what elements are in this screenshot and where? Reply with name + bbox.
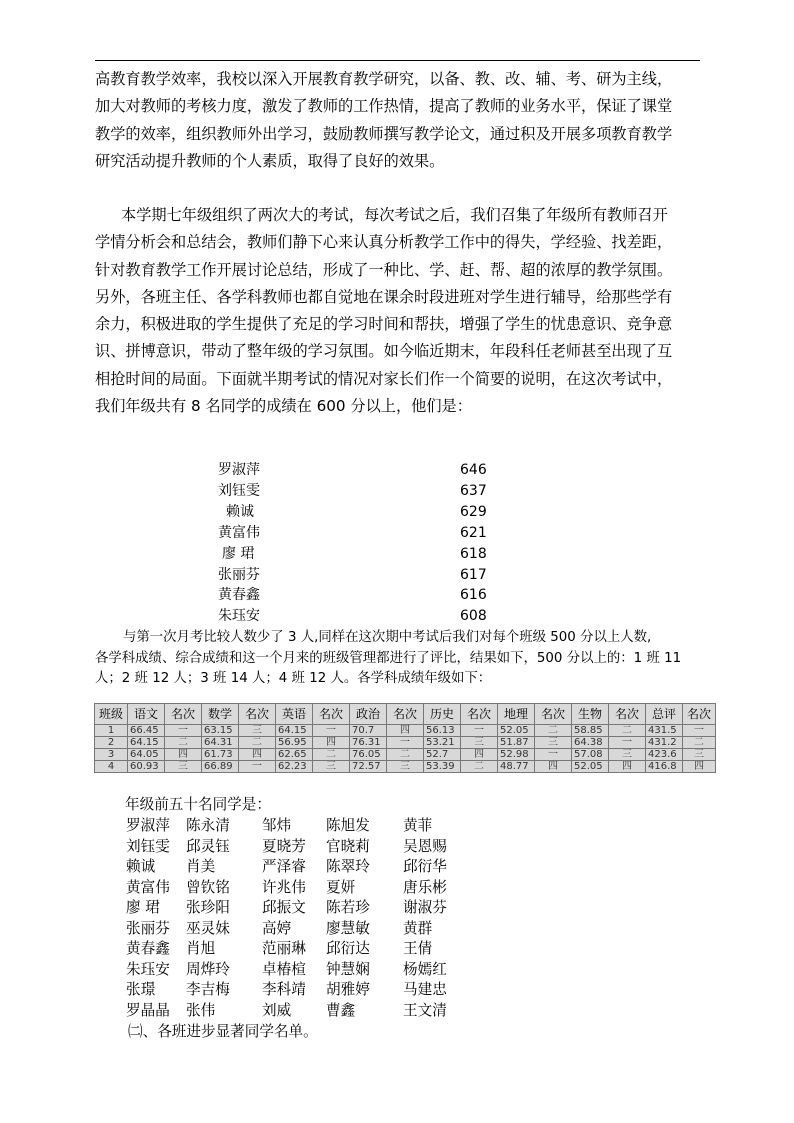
table-cell: 四 [609, 761, 646, 773]
top50-row [126, 898, 526, 919]
student-score: 608 [460, 608, 487, 625]
table-row [95, 737, 716, 749]
top50-name: 陈旭发 [326, 817, 370, 834]
table-cell: 64.15 [128, 737, 165, 749]
top50-name: 高婷 [262, 919, 292, 937]
table-cell: 3 [95, 749, 128, 761]
table-cell: 三 [313, 761, 350, 773]
top50-name: 严泽睿 [262, 858, 306, 875]
table-cell: 2 [95, 737, 128, 749]
top50-name: 巫灵妹 [186, 919, 230, 937]
table-cell: 66.89 [202, 761, 239, 773]
student-name: 黄富伟 [218, 524, 260, 541]
table-cell: 62.23 [276, 761, 313, 773]
top50-name: 王文清 [403, 1001, 447, 1019]
top50-name: 周烨玲 [186, 960, 230, 978]
table-cell: 64.31 [202, 737, 239, 749]
top50-name: 朱珏安 [126, 960, 170, 978]
text-line: 学情分析会和总结会，教师们静下心来认真分析教学工作中的得失，学经验、找差距， [95, 233, 673, 252]
table-cell: 72.57 [350, 761, 387, 773]
top50-name: 肖旭 [186, 940, 216, 957]
table-header-cell: 名次 [609, 704, 646, 725]
student-name: 张丽芬 [218, 566, 260, 583]
table-cell: 一 [387, 737, 424, 749]
table-cell: 一 [609, 737, 646, 749]
text-line: 各学科成绩、综合成绩和这一个月来的班级管理都进行了评比，结果如下，500 分以上的：1 班 11 [95, 650, 682, 666]
table-header-cell: 数学 [202, 704, 239, 725]
table-cell: 一 [535, 749, 572, 761]
top50-name: 黄菲 [403, 817, 433, 834]
table-header-cell: 名次 [461, 704, 498, 725]
top50-name: 唐乐彬 [403, 878, 447, 896]
top50-row [126, 960, 526, 981]
table-cell: 四 [239, 749, 276, 761]
student-name: 廖 珺 [222, 545, 255, 562]
table-header-cell: 地理 [498, 704, 535, 725]
table-header-cell: 政治 [350, 704, 387, 725]
table-cell: 二 [239, 737, 276, 749]
text-line: 相抢时间的局面。下面就半期考试的情况对家长们作一个简要的说明，在这次考试中， [95, 369, 673, 388]
top50-name: 张珍阳 [186, 899, 230, 916]
top50-name: 马建忠 [403, 981, 447, 998]
table-cell: 三 [535, 737, 572, 749]
table-cell: 4 [95, 761, 128, 773]
top50-name: 罗晶晶 [126, 1001, 170, 1019]
table-header-cell: 名次 [165, 704, 202, 725]
table-cell: 51.87 [498, 737, 535, 749]
table-cell: 64.05 [128, 749, 165, 761]
student-score: 621 [460, 524, 487, 541]
top50-name: 杨嫣红 [403, 960, 447, 978]
table-header-cell: 名次 [387, 704, 424, 725]
top50-name: 王倩 [403, 940, 433, 957]
paragraph-class-comparison [95, 628, 715, 690]
table-cell: 三 [683, 749, 716, 761]
table-header-cell: 总评 [646, 704, 683, 725]
top50-name: 张璟 [126, 981, 156, 998]
table-cell: 四 [313, 737, 350, 749]
table-cell: 三 [165, 761, 202, 773]
paragraph-exam-analysis [95, 202, 705, 420]
top50-name: 许兆伟 [262, 878, 306, 896]
top50-name: 邱衍华 [403, 858, 447, 875]
table-header-cell: 名次 [535, 704, 572, 725]
text-line: 研究活动提升教师的个人素质，取得了良好的效果。 [95, 151, 445, 170]
top50-name: 刘钰雯 [126, 837, 170, 855]
top50-name: 邱振文 [262, 899, 306, 916]
top50-name: 范丽琳 [262, 940, 306, 957]
top50-name: 卓椿楦 [262, 960, 306, 978]
top50-name: 李科靖 [262, 981, 306, 998]
table-cell: 64.15 [276, 725, 313, 737]
table-cell: 57.08 [572, 749, 609, 761]
top50-name: 李吉梅 [186, 981, 230, 998]
student-score: 629 [460, 503, 487, 520]
top50-name: 官晓莉 [326, 837, 370, 855]
table-header-cell: 历史 [424, 704, 461, 725]
table-header-cell: 班级 [95, 704, 128, 725]
section-heading: ㈡、各班进步显著同学名单。 [128, 1023, 318, 1040]
top50-name: 谢淑芬 [403, 899, 447, 916]
text-line: 针对教育教学工作开展讨论总结，形成了一种比、学、赶、帮、超的浓厚的教学氛围。 [95, 260, 673, 279]
table-cell: 一 [239, 761, 276, 773]
top50-name: 曾钦铭 [186, 878, 230, 896]
top50-name: 罗淑萍 [126, 817, 170, 834]
table-cell: 52.05 [498, 725, 535, 737]
top50-row [126, 919, 526, 940]
header-rule [95, 60, 700, 61]
table-header-cell: 生物 [572, 704, 609, 725]
student-score: 618 [460, 545, 487, 562]
text-line: 教学的效率，组织教师外出学习，鼓励教师撰写教学论文，通过积及开展多项教育教学 [95, 124, 673, 143]
top50-name: 陈翠玲 [326, 858, 370, 875]
top50-name: 廖慧敏 [326, 919, 370, 937]
top50-name: 张丽芬 [126, 919, 170, 937]
table-header-cell: 名次 [239, 704, 276, 725]
student-name: 赖诚 [226, 503, 254, 520]
score-row [0, 585, 794, 606]
text-line: 我们年级共有 8 名同学的成绩在 600 分以上，他们是： [95, 397, 472, 416]
table-header-cell: 语文 [128, 704, 165, 725]
table-cell: 一 [313, 725, 350, 737]
top50-row [126, 857, 526, 878]
top50-name: 黄富伟 [126, 878, 170, 896]
score-row [0, 606, 794, 627]
top50-name: 邱灵钰 [186, 837, 230, 855]
student-name: 罗淑萍 [218, 462, 260, 478]
top50-name: 夏妍 [326, 878, 356, 896]
top50-name: 吴恩赐 [403, 837, 447, 855]
table-cell: 64.38 [572, 737, 609, 749]
top50-title: 年级前五十名同学是： [125, 796, 271, 813]
table-cell: 423.6 [646, 749, 683, 761]
top50-row [126, 816, 526, 837]
top50-row [126, 980, 526, 1001]
top50-name: 黄群 [403, 919, 433, 937]
table-row [95, 725, 716, 737]
student-score: 646 [460, 462, 487, 478]
table-cell: 48.77 [498, 761, 535, 773]
table-cell: 56.13 [424, 725, 461, 737]
table-cell: 63.15 [202, 725, 239, 737]
score-row [0, 502, 794, 523]
table-cell: 70.7 [350, 725, 387, 737]
top50-row [126, 1001, 526, 1022]
top50-name: 黄春鑫 [126, 940, 170, 957]
student-name: 黄春鑫 [218, 587, 260, 604]
top50-row [126, 878, 526, 899]
subject-score-table [94, 703, 716, 773]
table-cell: 一 [165, 725, 202, 737]
top50-name: 胡雅婷 [326, 981, 370, 998]
table-cell: 52.05 [572, 761, 609, 773]
table-cell: 66.45 [128, 725, 165, 737]
table-cell: 二 [165, 737, 202, 749]
table-cell: 58.85 [572, 725, 609, 737]
score-row [0, 460, 794, 481]
table-cell: 四 [683, 761, 716, 773]
top50-name: 张伟 [186, 1001, 216, 1019]
table-header-cell: 英语 [276, 704, 313, 725]
score-row [0, 544, 794, 565]
table-cell: 431.2 [646, 737, 683, 749]
top50-name: 陈若珍 [326, 899, 370, 916]
text-line: 高教育教学效率，我校以深入开展教育教学研究，以备、教、改、辅、考、研为主线， [95, 70, 673, 88]
text-line: 人；2 班 12 人；3 班 14 人；4 班 12 人。各学科成绩年级如下： [95, 671, 492, 686]
table-cell: 三 [387, 761, 424, 773]
text-line: 本学期七年级组织了两次大的考试，每次考试之后，我们召集了年级所有教师召开 [121, 206, 668, 224]
text-line: 与第一次月考比较人数少了 3 人,同样在这次期中考试后我们对每个班级 500 分以上人数, [123, 630, 652, 645]
text-line: 余力，积极进取的学生提供了充足的学习时间和帮扶，增强了学生的忧患意识、竞争意 [95, 315, 673, 334]
table-header-cell: 名次 [313, 704, 350, 725]
table-cell: 53.21 [424, 737, 461, 749]
text-line: 另外，各班主任、各学科教师也都自觉地在课余时段进班对学生进行辅导，给那些学有 [95, 287, 673, 306]
table-header-cell: 名次 [683, 704, 716, 725]
table-cell: 431.5 [646, 725, 683, 737]
text-line: 识、拼博意识，带动了整年级的学习氛围。如今临近期末，年段科任老师甚至出现了互 [95, 342, 673, 361]
student-score: 637 [460, 482, 487, 499]
table-header-row [95, 704, 716, 725]
table-cell: 76.31 [350, 737, 387, 749]
score-row [0, 523, 794, 544]
table-cell: 三 [239, 725, 276, 737]
student-name: 朱珏安 [218, 608, 260, 625]
table-cell: 二 [535, 725, 572, 737]
table-cell: 416.8 [646, 761, 683, 773]
table-cell: 60.93 [128, 761, 165, 773]
table-cell: 三 [609, 749, 646, 761]
student-score: 617 [460, 566, 487, 583]
table-cell: 四 [461, 749, 498, 761]
student-name: 刘钰雯 [218, 482, 260, 499]
table-cell: 四 [535, 761, 572, 773]
top50-name: 赖诚 [126, 858, 156, 875]
table-cell: 一 [461, 725, 498, 737]
table-row [95, 749, 716, 761]
table-cell: 53.39 [424, 761, 461, 773]
table-row [95, 761, 716, 773]
top50-row [126, 837, 526, 858]
table-cell: 52.7 [424, 749, 461, 761]
top50-name: 刘威 [262, 1001, 292, 1019]
table-cell: 二 [609, 725, 646, 737]
top50-name: 邹炜 [262, 817, 292, 834]
score-row [0, 565, 794, 586]
top50-name: 陈永清 [186, 817, 230, 834]
text-line: 加大对教师的考核力度，激发了教师的工作热情，提高了教师的业务水平，保证了课堂 [95, 97, 673, 116]
paragraph-teaching-efficiency [95, 66, 705, 175]
table-cell: 61.73 [202, 749, 239, 761]
table-cell: 三 [461, 737, 498, 749]
student-score: 616 [460, 587, 487, 604]
table-cell: 二 [683, 737, 716, 749]
top50-name: 钟慧娴 [326, 960, 370, 978]
table-cell: 62.65 [276, 749, 313, 761]
top50-row [126, 939, 526, 960]
table-cell: 二 [461, 761, 498, 773]
top50-name: 夏晓芳 [262, 837, 306, 855]
top50-name: 邱衍达 [326, 940, 370, 957]
table-cell: 52.98 [498, 749, 535, 761]
table-cell: 76.05 [350, 749, 387, 761]
top50-name: 廖 珺 [126, 899, 160, 916]
table-cell: 56.95 [276, 737, 313, 749]
table-cell: 一 [683, 725, 716, 737]
top50-name: 曹鑫 [326, 1001, 356, 1019]
top50-name: 肖美 [186, 858, 216, 875]
table-cell: 二 [387, 749, 424, 761]
table-cell: 四 [387, 725, 424, 737]
score-row [0, 481, 794, 502]
table-cell: 1 [95, 725, 128, 737]
table-cell: 二 [313, 749, 350, 761]
table-cell: 四 [165, 749, 202, 761]
